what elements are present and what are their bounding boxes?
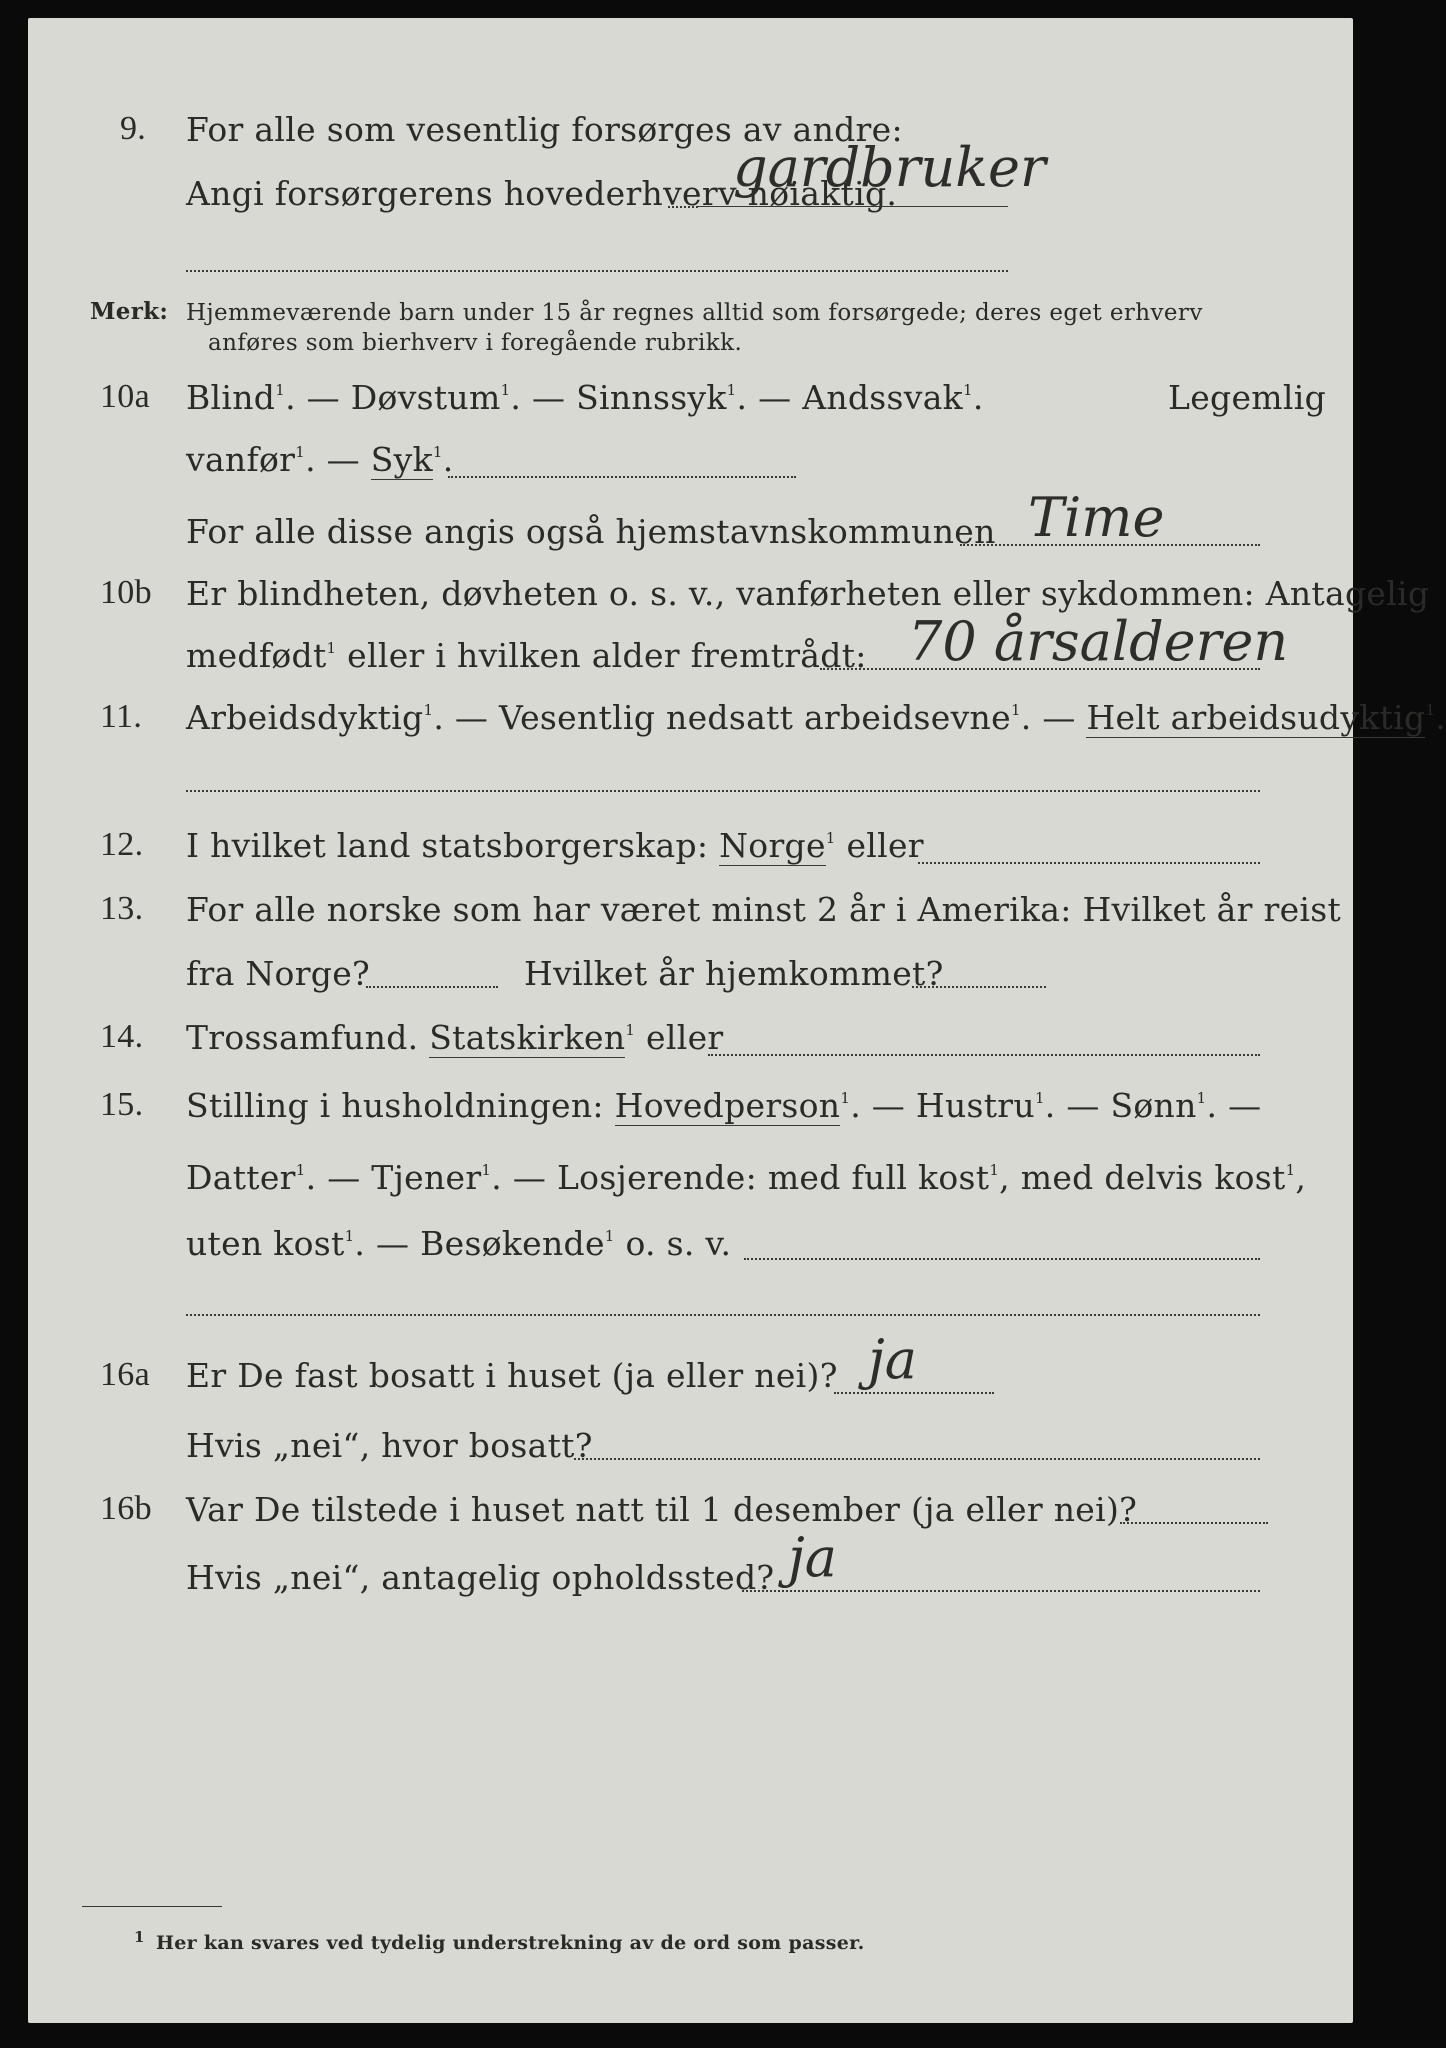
q15-line2: Datter$^1$. — Tjener$^1$. — Losjerende: med full kost$^1$, med delvis kost$^1$,	[186, 1158, 1307, 1197]
q15-number: 15.	[100, 1086, 144, 1123]
q10a-vanfor: vanfør	[186, 440, 296, 479]
q10a-line2-dotted	[448, 476, 796, 478]
q10a-blind: Blind	[186, 378, 276, 417]
q10a-syk: Syk	[370, 440, 433, 479]
q9-extra-line	[186, 270, 1008, 272]
q16a-line2-dotted	[574, 1458, 1260, 1460]
q11-helt: Helt arbeidsudyktig	[1086, 698, 1426, 737]
q12-norge: Norge	[719, 826, 826, 865]
q14-label: Trossamfund.	[186, 1018, 419, 1057]
q10a-andssvak: Andssvak	[802, 378, 963, 417]
q15-line1: Stilling i husholdningen: Hovedperson$^1$. — Hustru$^1$. — Sønn$^1$. —	[186, 1086, 1262, 1125]
q13-hjemkommet: Hvilket år hjemkommet?	[524, 954, 944, 993]
q15-line3: uten kost$^1$. — Besøkende$^1$ o. s. v.	[186, 1224, 732, 1263]
q15-datter: Datter	[186, 1158, 296, 1197]
q9-handwritten-answer: gardbruker	[733, 136, 1046, 199]
q14-line: Trossamfund. Statskirken$^1$ eller	[186, 1018, 724, 1057]
q10b-line1: Er blindheten, døvheten o. s. v., vanførheten eller sykdommen: Antagelig	[186, 574, 1430, 613]
q16a-line2: Hvis „nei“, hvor bosatt?	[186, 1426, 593, 1465]
q16b-line2-dotted	[742, 1590, 1260, 1592]
q16b-answer: ja	[788, 1526, 837, 1589]
q14-dotted	[708, 1054, 1260, 1056]
q15-dotted	[744, 1258, 1260, 1260]
q9-number: 9.	[120, 110, 147, 147]
q13-number: 13.	[100, 890, 144, 927]
q15-extra-line	[186, 1314, 1260, 1316]
q16a-line1: Er De fast bosatt i huset (ja eller nei)?	[186, 1356, 838, 1395]
q12-line: I hvilket land statsborgerskap: Norge$^1$ eller	[186, 826, 924, 865]
q10a-sinnssyk: Sinnssyk	[576, 378, 727, 417]
q10a-hjem-answer: Time	[1028, 486, 1165, 549]
q13-line1: For alle norske som har været minst 2 år i Amerika: Hvilket år reist	[186, 890, 1342, 929]
q10a-hjem-label: For alle disse angis også hjemstavnskommunen	[186, 512, 996, 551]
merk-line1: Hjemmeværende barn under 15 år regnes alltid som forsørgede; deres eget erhverv	[186, 300, 1203, 326]
q12-number: 12.	[100, 826, 144, 863]
q9-dotted-line	[668, 206, 698, 208]
q15-hovedperson: Hovedperson	[614, 1086, 841, 1125]
q11-extra-line	[186, 790, 1260, 792]
q12-dotted	[918, 862, 1260, 864]
merk-line2: anføres som bierhverv i foregående rubrikk.	[208, 330, 743, 356]
q10b-line2-rest: eller i hvilken alder fremtrådt:	[347, 636, 867, 675]
q15-label: Stilling i husholdningen:	[186, 1086, 604, 1125]
q11-arbeidsdyktig: Arbeidsdyktig	[186, 698, 424, 737]
q12-label: I hvilket land statsborgerskap:	[186, 826, 709, 865]
q15-osv: o. s. v.	[625, 1224, 732, 1263]
q10a-legemlig: Legemlig	[1168, 378, 1327, 417]
footnote-text: Her kan svares ved tydelig understrekning av de ord som passer.	[156, 1932, 865, 1954]
q10b-medfodt: medfødt	[186, 636, 327, 675]
q11-number: 11.	[100, 698, 143, 735]
q14-eller: eller	[646, 1018, 724, 1057]
q10a-line1: Blind$^1$. — Døvstum$^1$. — Sinnssyk$^1$. — Andssvak$^1$.	[186, 378, 984, 417]
q16a-dotted	[834, 1392, 994, 1394]
q9-line1: For alle som vesentlig forsørges av andre:	[186, 110, 903, 149]
q15-hustru: Hustru	[915, 1086, 1035, 1125]
q14-statskirken: Statskirken	[429, 1018, 626, 1057]
q10a-number: 10a	[100, 378, 150, 415]
q15-losjerende: Losjerende:	[556, 1158, 758, 1197]
q11-line: Arbeidsdyktig$^1$. — Vesentlig nedsatt arbeidsevne$^1$. — Helt arbeidsudyktig$^1$.	[186, 698, 1446, 737]
merk-label: Merk:	[90, 298, 169, 325]
q11-nedsatt: Vesentlig nedsatt arbeidsevne	[499, 698, 1011, 737]
q13-hjemkommet-dotted	[912, 986, 1046, 988]
q15-full-kost: med full kost	[767, 1158, 990, 1197]
q16b-dotted	[1120, 1522, 1268, 1524]
q13-fra: fra Norge?	[186, 954, 371, 993]
q10b-number: 10b	[100, 574, 152, 611]
q10a-line2: vanfør$^1$. — Syk$^1$.	[186, 440, 454, 479]
q16a-answer: ja	[868, 1328, 917, 1391]
q15-uten-kost: uten kost	[186, 1224, 345, 1263]
q14-number: 14.	[100, 1018, 144, 1055]
q10b-line2: medfødt$^1$ eller i hvilken alder fremtrådt:	[186, 636, 867, 675]
q12-eller: eller	[846, 826, 924, 865]
q16b-line2: Hvis „nei“, antagelig opholdssted?	[186, 1558, 775, 1597]
q15-tjener: Tjener	[371, 1158, 482, 1197]
q10a-dovstum: Døvstum	[350, 378, 501, 417]
q16a-number: 16a	[100, 1356, 150, 1393]
q15-besokende: Besøkende	[420, 1224, 605, 1263]
footnote-mark: 1	[134, 1928, 145, 1946]
q9-line2: Angi forsørgerens hovederhverv nøiaktig.	[186, 174, 898, 213]
q16b-number: 16b	[100, 1490, 152, 1527]
footnote-rule	[82, 1906, 222, 1907]
q10b-answer: 70 årsalderen	[908, 610, 1289, 673]
q9-answer-line	[698, 206, 1008, 207]
q15-sonn: Sønn	[1110, 1086, 1197, 1125]
q15-delvis-kost: med delvis kost	[1020, 1158, 1286, 1197]
census-form-sheet	[28, 18, 1446, 2023]
q13-fra-dotted	[366, 986, 498, 988]
q16b-line1: Var De tilstede i huset natt til 1 desember (ja eller nei)?	[186, 1490, 1138, 1529]
